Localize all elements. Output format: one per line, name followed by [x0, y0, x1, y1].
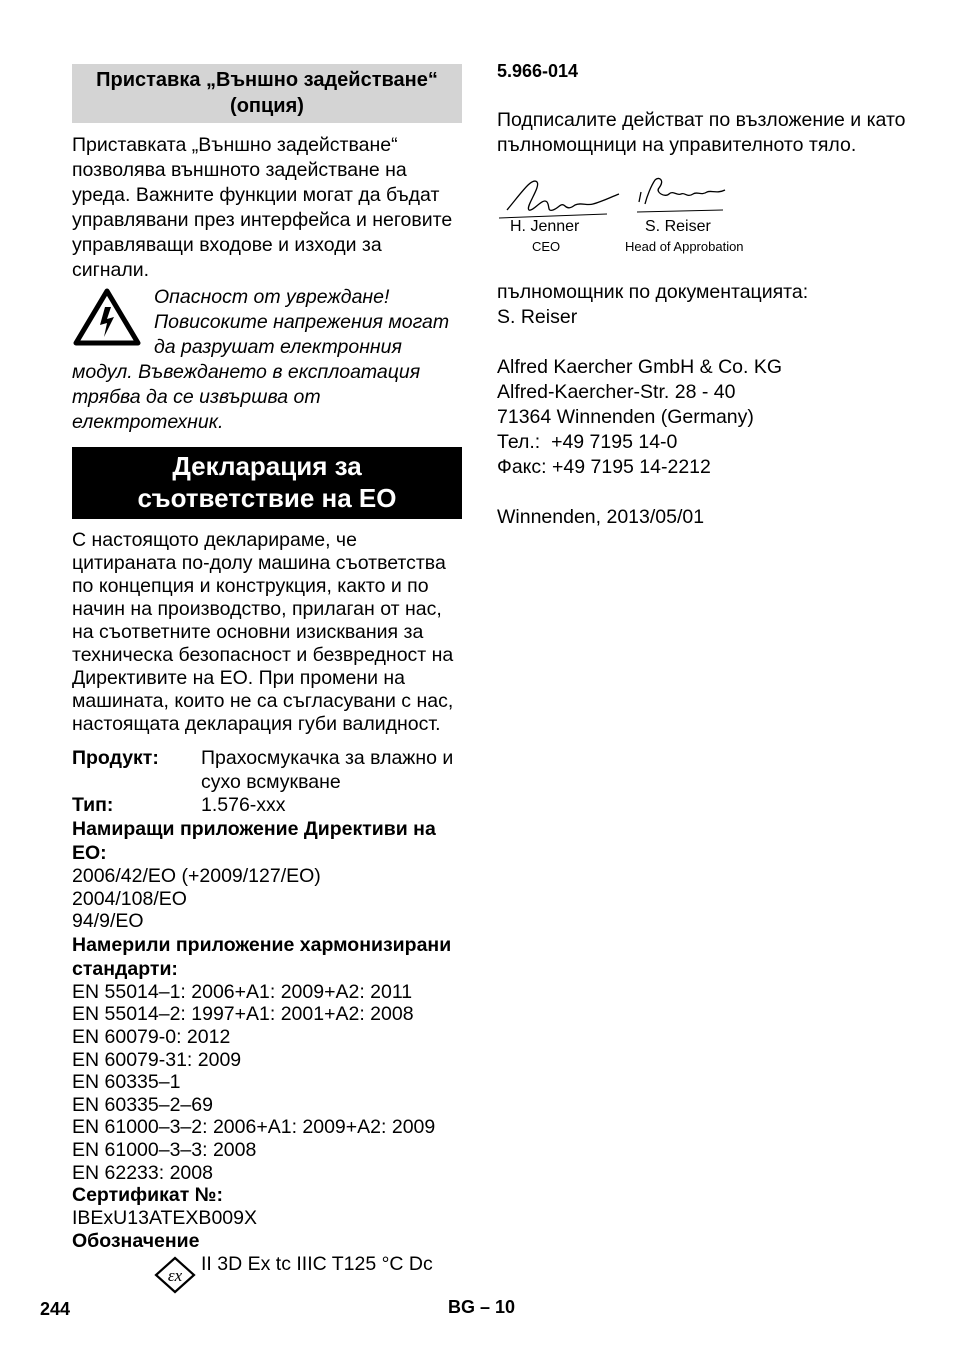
type-value: 1.576-xxx — [201, 794, 286, 816]
certificate-label: Сертификат №: — [72, 1184, 223, 1207]
directive-item: 94/9/ЕО — [72, 910, 144, 933]
standard-item: EN 60335–1 — [72, 1071, 181, 1094]
marking-row — [72, 1253, 462, 1301]
doc-rep-label: пълномощник по документацията: — [497, 281, 809, 303]
type-row — [72, 794, 462, 817]
ec-heading-line1: Декларация за — [172, 451, 362, 481]
standard-item: EN 62233: 2008 — [72, 1161, 213, 1184]
certificate-value: IBExU13ATEXB009X — [72, 1207, 257, 1230]
signature-reiser — [635, 172, 730, 218]
company-phone: Тел.: +49 7195 14-0 — [497, 431, 678, 453]
ec-heading-line2: съответствие на ЕО — [137, 483, 397, 513]
marking-value: II 3D Ex tc IIIC T125 °C Dc — [201, 1253, 433, 1276]
standards-label: Намерили приложение хармонизирани стандарти: — [72, 933, 452, 980]
ex-atex-icon — [154, 1256, 196, 1294]
page-number: 244 — [40, 1299, 71, 1319]
warning-text: Опасност от увреждане! Повисоките напрежения могат да разрушат електронния модул. Въвеждането в експлоатация трябва да се извършва от електротехник. — [72, 286, 450, 433]
signer1-role: CEO — [532, 239, 561, 254]
standard-item: EN 60079-31: 2009 — [72, 1048, 242, 1071]
directive-item: 2006/42/ЕО (+2009/127/ЕО) — [72, 865, 321, 887]
signature-block — [497, 172, 917, 256]
section-heading-external-activation: Приставка „Външно задействане“ (опция) — [72, 64, 462, 123]
standard-item: EN 55014–1: 2006+A1: 2009+A2: 2011 — [72, 980, 413, 1003]
signatories-text: Подписалите действат по възложение и като пълномощници на управителното тяло. — [497, 109, 906, 156]
product-row — [72, 746, 462, 794]
place-date: Winnenden, 2013/05/01 — [497, 506, 705, 528]
ec-declaration-body: С настоящото декларираме, че цитираната по-долу машина съответства по концепция и конструкция, както и по начин на производство, прилаган от нас, на съответните основни изисквания за техническа безопасност и безвредност на Директивите на ЕО. При промени на машината, които не са съгласувани с нас, настоящата декларация губи валидност. — [72, 529, 454, 735]
signer2-role: Head of Approbation — [625, 239, 744, 254]
company-fax: Факс: +49 7195 14-2212 — [497, 456, 711, 478]
signature-jenner — [497, 172, 622, 222]
directive-item: 2004/108/ЕО — [72, 887, 187, 910]
high-voltage-warning-icon — [72, 287, 142, 347]
directives-label: Намиращи приложение Директиви на ЕО: — [72, 818, 436, 864]
product-label: Продукт: — [72, 747, 159, 769]
language-page-code: BG – 10 — [448, 1297, 516, 1317]
company-city: 71364 Winnenden (Germany) — [497, 406, 754, 428]
doc-rep-name: S. Reiser — [497, 306, 578, 328]
right-column — [497, 60, 917, 530]
left-column — [72, 64, 462, 1301]
standard-item: EN 61000–3–3: 2008 — [72, 1138, 257, 1161]
standard-item: EN 60335–2–69 — [72, 1093, 213, 1116]
section-heading-ec-declaration — [72, 447, 462, 519]
company-street: Alfred-Kaercher-Str. 28 - 40 — [497, 381, 736, 403]
standard-item: EN 55014–2: 1997+A1: 2001+A2: 2008 — [72, 1003, 414, 1026]
company-name: Alfred Kaercher GmbH & Co. KG — [497, 356, 783, 378]
warning-note — [72, 285, 462, 435]
signer2-name: S. Reiser — [645, 218, 711, 235]
marking-label: Обозначение — [72, 1230, 200, 1253]
standard-item: EN 61000–3–2: 2006+A1: 2009+A2: 2009 — [72, 1116, 436, 1139]
part-number: 5.966-014 — [497, 61, 579, 81]
section-body-external-activation: Приставката „Външно задействане“ позволява външното задействане на уреда. Важните функции могат да бъдат управлявани през интерфейса и неговите управляващи входове и изходи за сигнали. — [72, 134, 453, 281]
svg-text:εx: εx — [167, 1266, 183, 1286]
type-label: Тип: — [72, 794, 114, 816]
directives-list — [72, 865, 462, 933]
standards-list — [72, 981, 462, 1184]
standard-item: EN 60079-0: 2012 — [72, 1025, 231, 1048]
signer1-name: H. Jenner — [510, 218, 580, 235]
product-value: Прахосмукачка за влажно и сухо всмукване — [201, 747, 454, 793]
